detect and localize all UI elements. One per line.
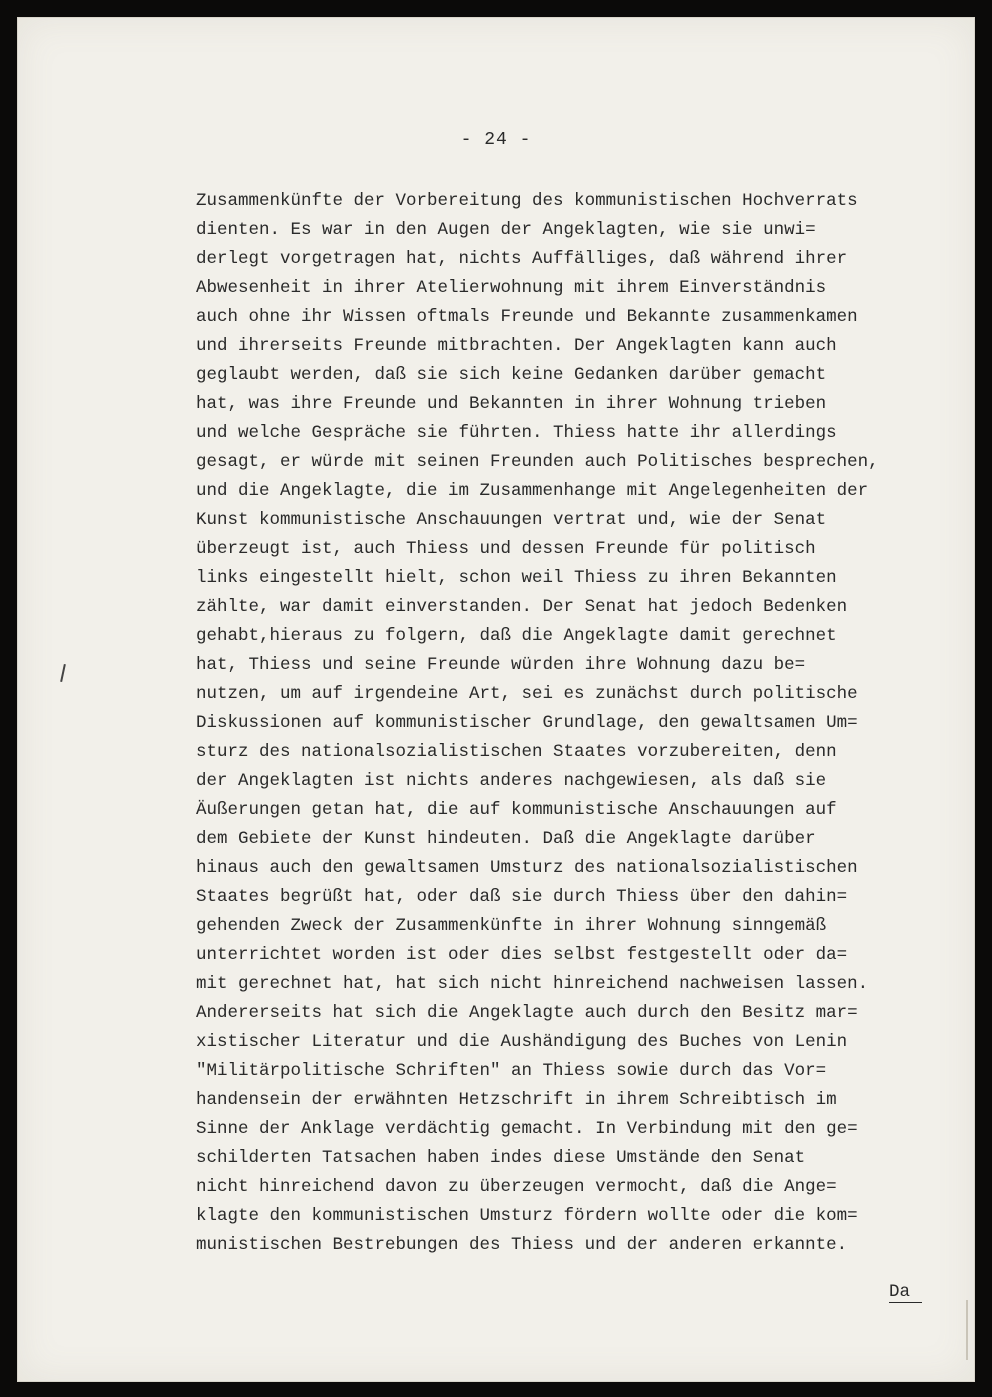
text-line: mit gerechnet hat, hat sich nicht hinreichend nachweisen lassen. bbox=[196, 974, 869, 994]
text-line: links eingestellt hielt, schon weil Thiess zu ihren Bekannten bbox=[196, 568, 837, 588]
text-line: handensein der erwähnten Hetzschrift in ihrem Schreibtisch im bbox=[196, 1090, 837, 1110]
text-line: Äußerungen getan hat, die auf kommunistische Anschauungen auf bbox=[196, 800, 837, 820]
text-line: Diskussionen auf kommunistischer Grundlage, den gewaltsamen Um= bbox=[196, 713, 858, 733]
text-line: Kunst kommunistische Anschauungen vertrat und, wie der Senat bbox=[196, 510, 827, 530]
text-line: klagte den kommunistischen Umsturz fördern wollte oder die kom= bbox=[196, 1206, 858, 1226]
text-line: geglaubt werden, daß sie sich keine Gedanken darüber gemacht bbox=[196, 365, 827, 385]
text-line: auch ohne ihr Wissen oftmals Freunde und Bekannte zusammenkamen bbox=[196, 307, 858, 327]
text-line: derlegt vorgetragen hat, nichts Auffälliges, daß während ihrer bbox=[196, 249, 848, 269]
text-line: und die Angeklagte, die im Zusammenhange mit Angelegenheiten der bbox=[196, 481, 869, 501]
text-line: nutzen, um auf irgendeine Art, sei es zunächst durch politische bbox=[196, 684, 858, 704]
text-line: unterrichtet worden ist oder dies selbst festgestellt oder da= bbox=[196, 945, 848, 965]
page-number: - 24 - bbox=[460, 130, 532, 150]
text-line: dem Gebiete der Kunst hindeuten. Daß die Angeklagte darüber bbox=[196, 829, 816, 849]
page-edge-mark bbox=[966, 1300, 968, 1360]
text-line: nicht hinreichend davon zu überzeugen vermocht, daß die Ange= bbox=[196, 1177, 837, 1197]
text-line: schilderten Tatsachen haben indes diese Umstände den Senat bbox=[196, 1148, 806, 1168]
text-line: und ihrerseits Freunde mitbrachten. Der Angeklagten kann auch bbox=[196, 336, 837, 356]
text-line: hat, was ihre Freunde und Bekannten in ihrer Wohnung trieben bbox=[196, 394, 827, 414]
text-line: gehabt,hieraus zu folgern, daß die Angeklagte damit gerechnet bbox=[196, 626, 837, 646]
document-page bbox=[17, 17, 975, 1382]
text-line: dienten. Es war in den Augen der Angeklagten, wie sie unwi= bbox=[196, 220, 816, 240]
text-line: Zusammenkünfte der Vorbereitung des kommunistischen Hochverrats bbox=[196, 191, 858, 211]
catchword: Da bbox=[889, 1282, 922, 1303]
text-line: Sinne der Anklage verdächtig gemacht. In Verbindung mit den ge= bbox=[196, 1119, 858, 1139]
text-line: zählte, war damit einverstanden. Der Senat hat jedoch Bedenken bbox=[196, 597, 848, 617]
text-line: überzeugt ist, auch Thiess und dessen Freunde für politisch bbox=[196, 539, 816, 559]
text-line: munistischen Bestrebungen des Thiess und der anderen erkannte. bbox=[196, 1235, 848, 1255]
text-line: gesagt, er würde mit seinen Freunden auch Politisches besprechen, bbox=[196, 452, 879, 472]
text-line: Andererseits hat sich die Angeklagte auch durch den Besitz mar= bbox=[196, 1003, 858, 1023]
body-text bbox=[196, 187, 956, 1260]
text-line: xistischer Literatur und die Aushändigung des Buches von Lenin bbox=[196, 1032, 848, 1052]
text-line: hinaus auch den gewaltsamen Umsturz des nationalsozialistischen bbox=[196, 858, 858, 878]
text-line: der Angeklagten ist nichts anderes nachgewiesen, als daß sie bbox=[196, 771, 827, 791]
text-line: hat, Thiess und seine Freunde würden ihre Wohnung dazu be= bbox=[196, 655, 806, 675]
text-line: Abwesenheit in ihrer Atelierwohnung mit ihrem Einverständnis bbox=[196, 278, 827, 298]
text-line: und welche Gespräche sie führten. Thiess hatte ihr allerdings bbox=[196, 423, 837, 443]
text-line: "Militärpolitische Schriften" an Thiess sowie durch das Vor= bbox=[196, 1061, 827, 1081]
text-line: Staates begrüßt hat, oder daß sie durch Thiess über den dahin= bbox=[196, 887, 848, 907]
text-line: sturz des nationalsozialistischen Staates vorzubereiten, denn bbox=[196, 742, 837, 762]
text-line: gehenden Zweck der Zusammenkünfte in ihrer Wohnung sinngemäß bbox=[196, 916, 827, 936]
